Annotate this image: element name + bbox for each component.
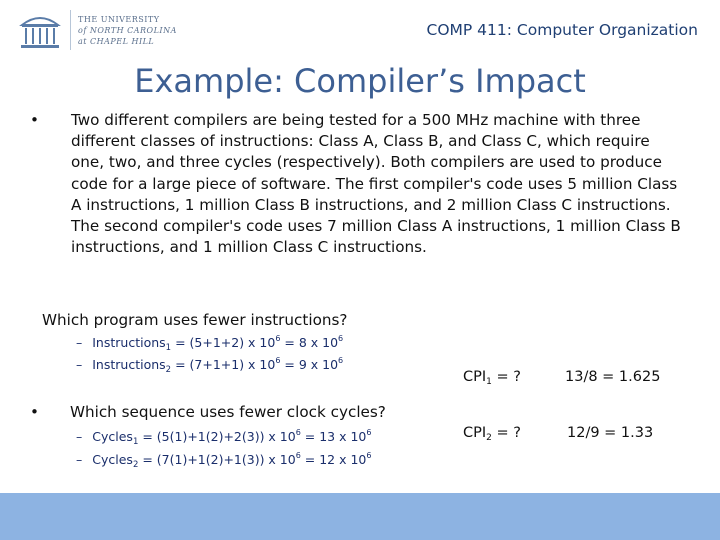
result: = 9 x 10 xyxy=(280,357,339,372)
slide-title: Example: Compiler’s Impact xyxy=(134,62,586,100)
problem-statement xyxy=(30,110,685,258)
subscript: 2 xyxy=(165,365,172,375)
subscript: 2 xyxy=(132,460,139,470)
exponent: 6 xyxy=(338,356,344,365)
exponent: 6 xyxy=(275,356,281,365)
result: = 12 x 10 xyxy=(300,452,367,467)
logo-line-3: at CHAPEL HILL xyxy=(78,37,155,46)
exponent: 6 xyxy=(338,334,344,343)
dash-icon: – xyxy=(76,452,83,467)
dash-icon: – xyxy=(76,357,83,372)
result: = 13 x 10 xyxy=(300,429,367,444)
dash-icon: – xyxy=(76,335,83,350)
dash-icon: – xyxy=(76,429,83,444)
instructions-label: Instructions xyxy=(92,357,166,372)
cycles-2-line xyxy=(76,451,371,470)
question-cycles xyxy=(30,403,386,421)
subscript: 1 xyxy=(165,343,172,353)
cycles-label: Cycles xyxy=(92,452,133,467)
expression: = (7+1+1) x 10 xyxy=(171,357,276,372)
bullet-icon: • xyxy=(30,111,39,129)
logo-line-2: of NORTH CAROLINA xyxy=(78,26,177,35)
university-logo xyxy=(10,8,180,50)
cpi-1-value: 13/8 = 1.625 xyxy=(565,369,661,385)
cpi-eq: = ? xyxy=(491,369,521,385)
expression: = (7(1)+1(2)+1(3)) x 10 xyxy=(138,452,296,467)
result: = 8 x 10 xyxy=(280,335,339,350)
instructions-label: Instructions xyxy=(92,335,166,350)
exponent: 6 xyxy=(275,334,281,343)
subscript: 1 xyxy=(486,377,492,387)
instructions-1-line xyxy=(76,334,343,353)
exponent: 6 xyxy=(295,428,301,437)
logo-divider xyxy=(70,10,71,50)
cpi-text: CPI xyxy=(463,369,487,385)
cpi-1-label xyxy=(463,369,521,387)
course-title: COMP 411: Computer Organization xyxy=(426,21,698,39)
cpi-text: CPI xyxy=(463,425,487,441)
logo-wordmark xyxy=(78,14,177,47)
cycles-label: Cycles xyxy=(92,429,133,444)
exponent: 6 xyxy=(295,451,301,460)
subscript: 1 xyxy=(132,437,139,447)
instructions-2-line xyxy=(76,356,343,375)
subscript: 2 xyxy=(486,433,492,443)
cpi-2-value: 12/9 = 1.33 xyxy=(567,425,654,441)
cpi-eq: = ? xyxy=(491,425,521,441)
exponent: 6 xyxy=(366,451,372,460)
expression: = (5+1+2) x 10 xyxy=(171,335,276,350)
logo-line-1: THE UNIVERSITY xyxy=(78,15,160,24)
cycles-1-line xyxy=(76,428,371,447)
question-cycles-text: Which sequence uses fewer clock cycles? xyxy=(69,403,386,421)
question-instructions: Which program uses fewer instructions? xyxy=(42,311,348,329)
exponent: 6 xyxy=(366,428,372,437)
bullet-icon: • xyxy=(30,403,39,421)
footer-bar xyxy=(0,493,720,540)
cpi-2-label xyxy=(463,425,521,443)
problem-text: Two different compilers are being tested for a 500 MHz machine with three different classes of instructions: Class A, Class B, and Class C, which require one, two, and three cycles (respectively). Both compilers are used to produce code for a large piece of software. The first compiler's code uses 5 million Class A instructions, 1 million Class B instructions, and 2 million Class C instructions. The second compiler's code uses 7 million Class A instructions, 1 million Class B instructions, and 1 million Class C instructions. xyxy=(71,111,681,257)
expression: = (5(1)+1(2)+2(3)) x 10 xyxy=(138,429,296,444)
old-well-icon xyxy=(18,11,62,51)
